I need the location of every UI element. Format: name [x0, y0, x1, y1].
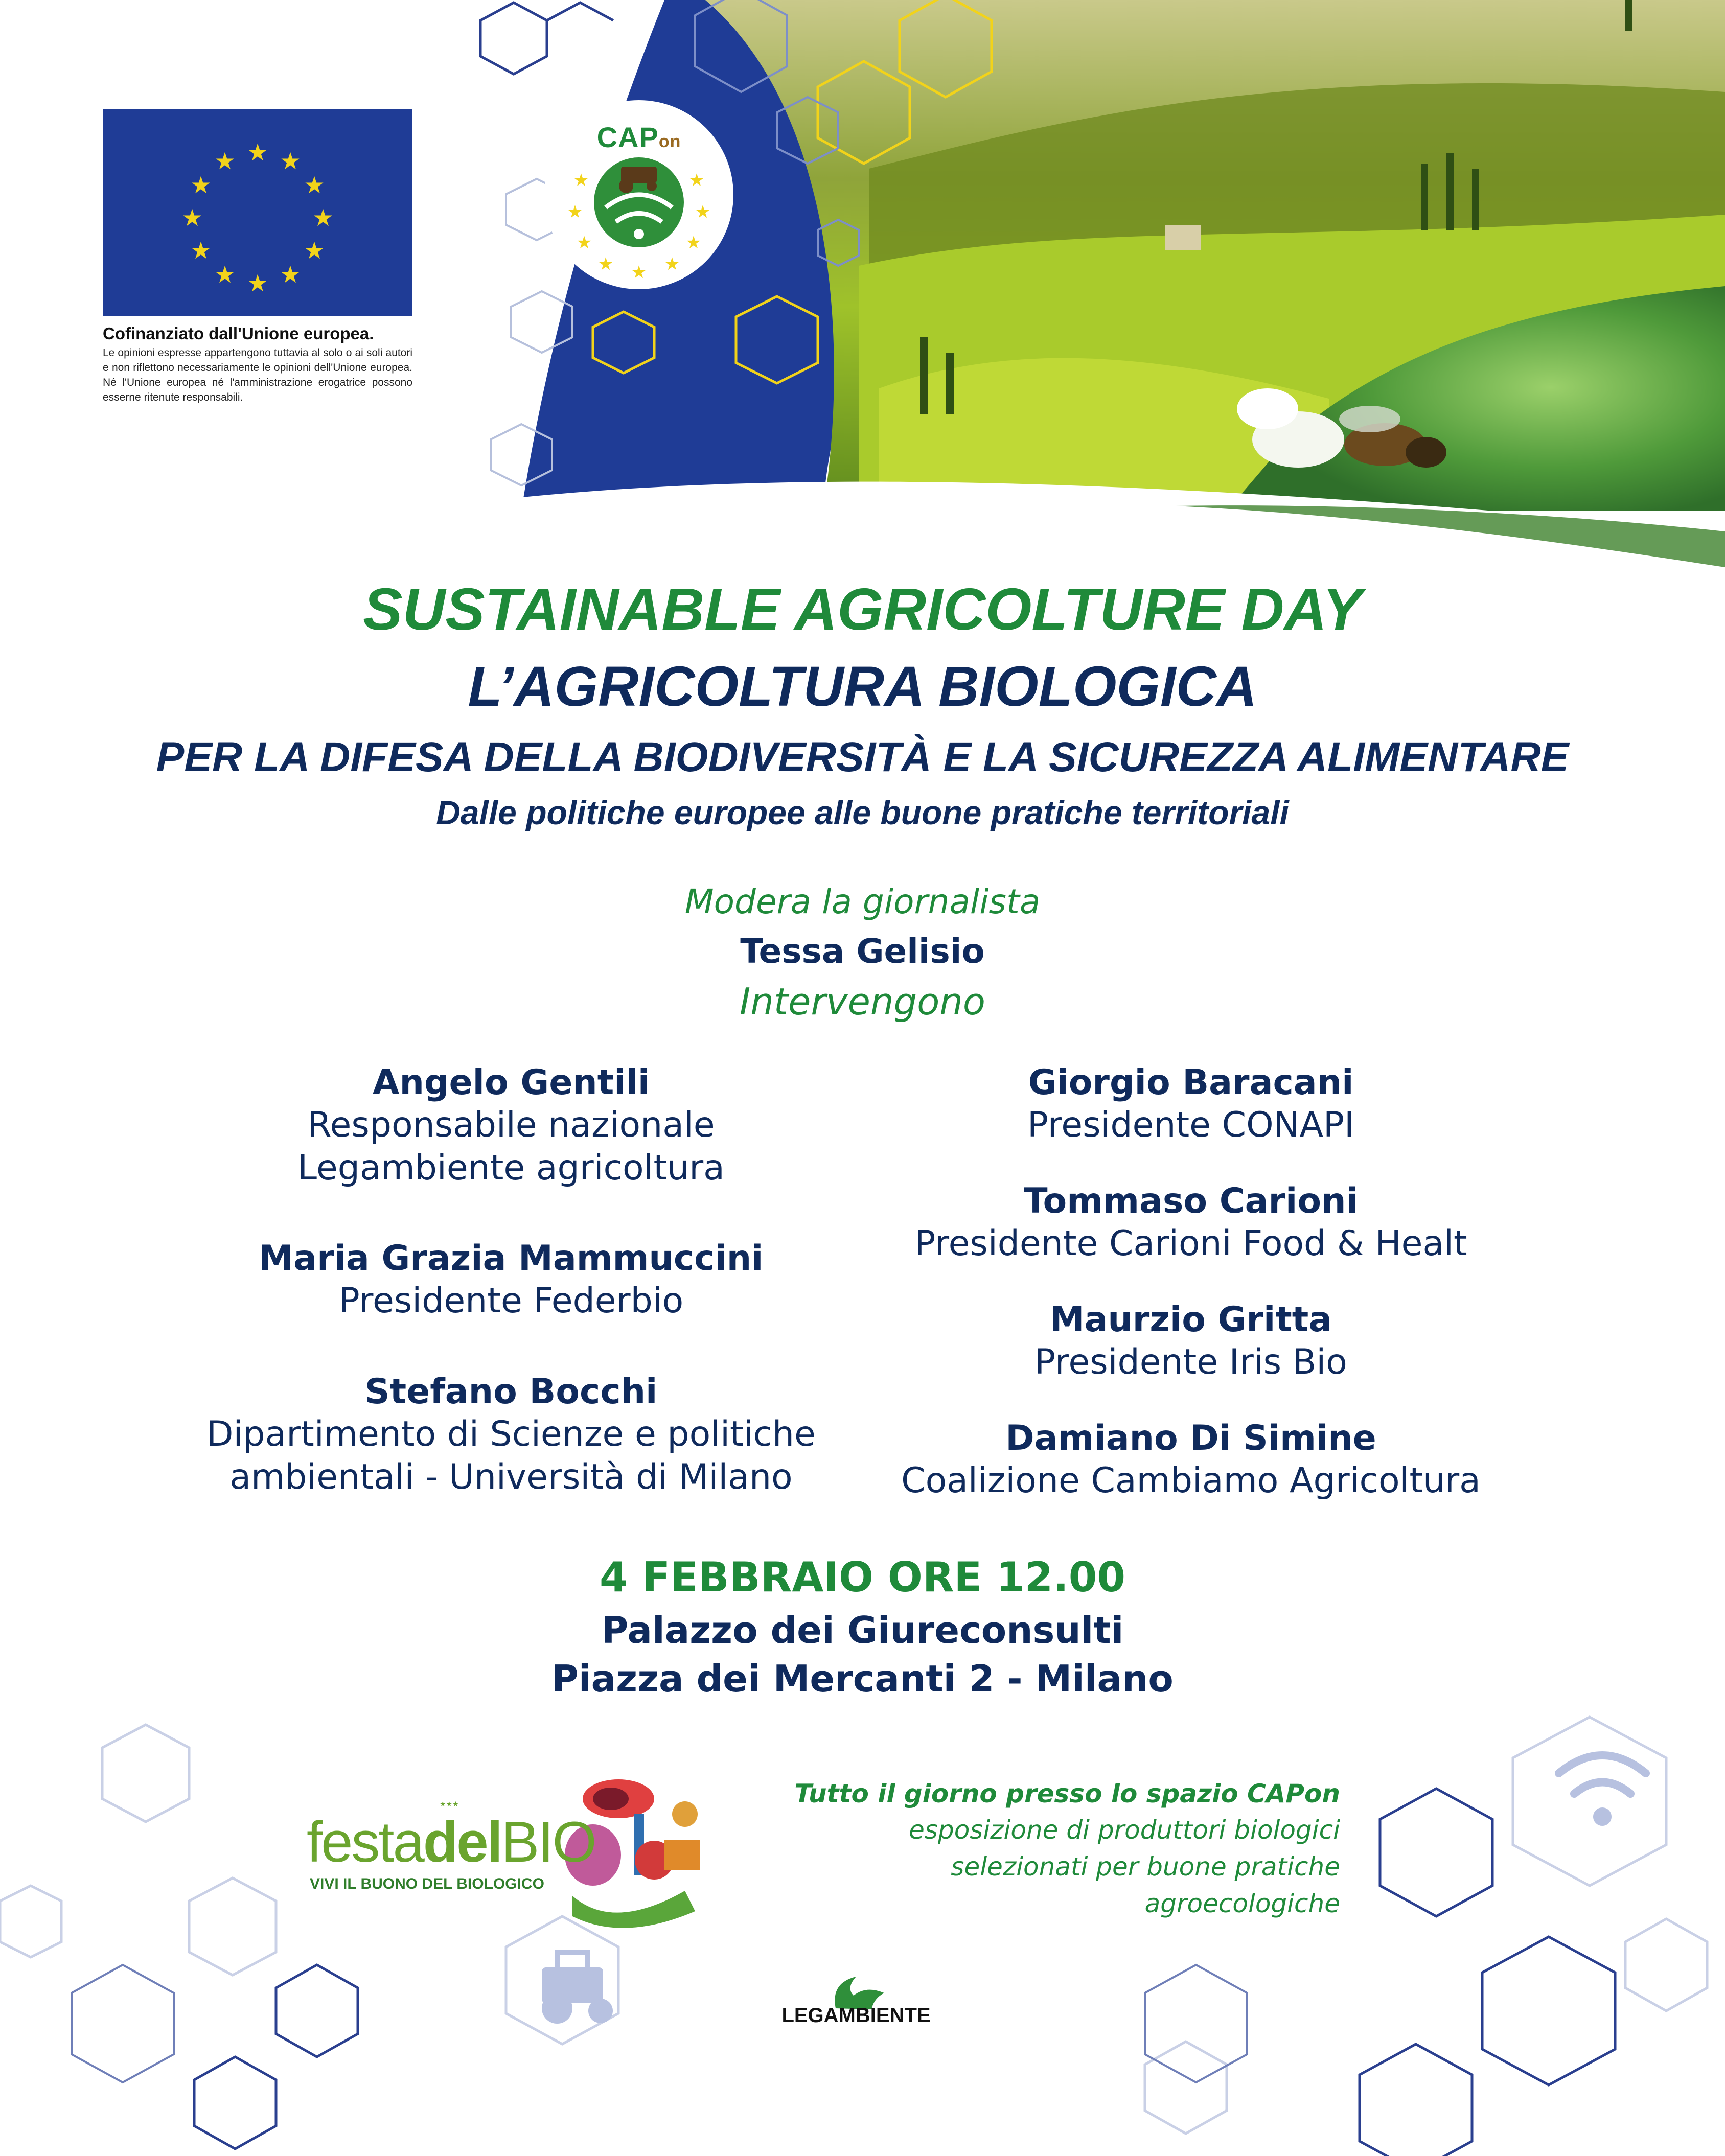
speaker-name: Maurzio Gritta — [1049, 1300, 1332, 1340]
eu-title: Cofinanziato dall'Unione europea. — [103, 324, 374, 343]
speaker-card — [833, 1062, 1549, 1147]
speaker-role: Presidente Federbio — [338, 1281, 684, 1321]
festa-word-b: del — [423, 1810, 501, 1874]
svg-text:★: ★ — [181, 204, 203, 231]
svg-text:★: ★ — [685, 233, 702, 253]
speaker-name: Tommaso Carioni — [1024, 1181, 1358, 1221]
svg-text:★: ★ — [280, 261, 301, 288]
eu-flag — [103, 109, 412, 316]
speaker-role: Presidente Carioni Food & Healt — [914, 1223, 1467, 1264]
svg-text:★: ★ — [573, 170, 589, 191]
speakers-label: Intervengono — [740, 980, 985, 1023]
speaker-card — [153, 1062, 869, 1190]
speaker-role: Presidente CONAPI — [1027, 1105, 1355, 1145]
festadelbio-logo — [307, 1778, 705, 1932]
title-line-3: PER LA DIFESA DELLA BIODIVERSITÀ E LA SICUREZZA ALIMENTARE — [156, 734, 1569, 780]
svg-text:★: ★ — [247, 269, 268, 297]
speaker-role: Legambiente agricoltura — [297, 1148, 725, 1188]
speaker-card — [833, 1418, 1549, 1502]
festadelbio-tagline: VIVI IL BUONO DEL BIOLOGICO — [310, 1875, 544, 1892]
title-line-1: SUSTAINABLE AGRICOLTURE DAY — [363, 576, 1362, 642]
speaker-role: ambientali - Università di Milano — [229, 1457, 793, 1497]
festa-word-c: BIO — [501, 1810, 595, 1874]
svg-text:★: ★ — [695, 202, 711, 222]
capon-word: CAP — [596, 121, 659, 153]
speaker-role: Coalizione Cambiamo Agricoltura — [901, 1460, 1481, 1501]
speaker-name: Stefano Bocchi — [364, 1372, 658, 1412]
svg-text:★: ★ — [247, 138, 268, 166]
speaker-card — [153, 1238, 869, 1323]
svg-text:★★★: ★★★ — [440, 1800, 459, 1809]
speaker-name: Damiano Di Simine — [1005, 1418, 1376, 1458]
legambiente-wordmark: LEGAMBIENTE — [781, 2004, 931, 2027]
svg-text:★: ★ — [631, 262, 647, 283]
svg-text:★: ★ — [190, 237, 212, 264]
svg-text:★: ★ — [304, 237, 325, 264]
speaker-card — [833, 1180, 1549, 1265]
speaker-name: Angelo Gentili — [372, 1062, 650, 1103]
svg-text:★: ★ — [214, 147, 236, 175]
moderator-label: Modera la giornalista — [684, 882, 1041, 921]
event-date: 4 FEBBRAIO ORE 12.00 — [599, 1554, 1126, 1601]
festa-word-a: festa — [307, 1810, 423, 1874]
capon-logo — [544, 100, 733, 289]
svg-text:★: ★ — [688, 170, 705, 191]
speaker-role: Dipartimento di Scienze e politiche — [206, 1414, 816, 1454]
festadelbio-wordmark — [307, 1809, 595, 1875]
side-note-line-3: selezionati per buone pratiche — [951, 1852, 1340, 1882]
speaker-name: Giorgio Baracani — [1028, 1062, 1354, 1103]
side-note — [727, 1776, 1340, 1922]
svg-text:★: ★ — [280, 147, 301, 175]
event-address: Piazza dei Mercanti 2 - Milano — [551, 1657, 1174, 1700]
moderator-name: Tessa Gelisio — [740, 932, 985, 971]
capon-wordmark — [544, 121, 733, 154]
svg-text:★: ★ — [190, 171, 212, 199]
title-line-4: Dalle politiche europee alle buone pratiche territoriali — [436, 794, 1289, 831]
event-venue: Palazzo dei Giureconsulti — [601, 1609, 1124, 1652]
svg-text:★: ★ — [576, 233, 592, 253]
title-line-2: L’AGRICOLTURA BIOLOGICA — [468, 655, 1257, 718]
svg-text:★: ★ — [312, 204, 334, 231]
svg-text:★: ★ — [567, 202, 583, 222]
svg-text:★: ★ — [304, 171, 325, 199]
eu-disclaimer: Le opinioni espresse appartengono tuttavia al solo o ai soli autori e non riflettono necessariamente le opinioni dell'Unione europea. Né l'Unione europea né l'amministrazione erogatrice possono esserne ritenute responsabili. — [103, 347, 412, 403]
speaker-card — [153, 1371, 869, 1499]
svg-text:★: ★ — [214, 261, 236, 288]
capon-suffix: on — [658, 132, 681, 151]
svg-text:★: ★ — [597, 254, 614, 274]
side-note-line-1: Tutto il giorno presso lo spazio CAPon — [794, 1779, 1340, 1809]
speaker-name: Maria Grazia Mammuccini — [259, 1238, 764, 1279]
side-note-line-2: esposizione di produttori biologici — [909, 1815, 1340, 1845]
side-note-line-4: agroecologiche — [1144, 1889, 1340, 1918]
speaker-card — [833, 1299, 1549, 1384]
svg-text:★: ★ — [664, 254, 680, 274]
speaker-role: Responsabile nazionale — [307, 1105, 715, 1145]
eu-stars-icon — [103, 109, 412, 316]
eu-caption — [103, 324, 412, 405]
speaker-role: Presidente Iris Bio — [1034, 1342, 1347, 1382]
